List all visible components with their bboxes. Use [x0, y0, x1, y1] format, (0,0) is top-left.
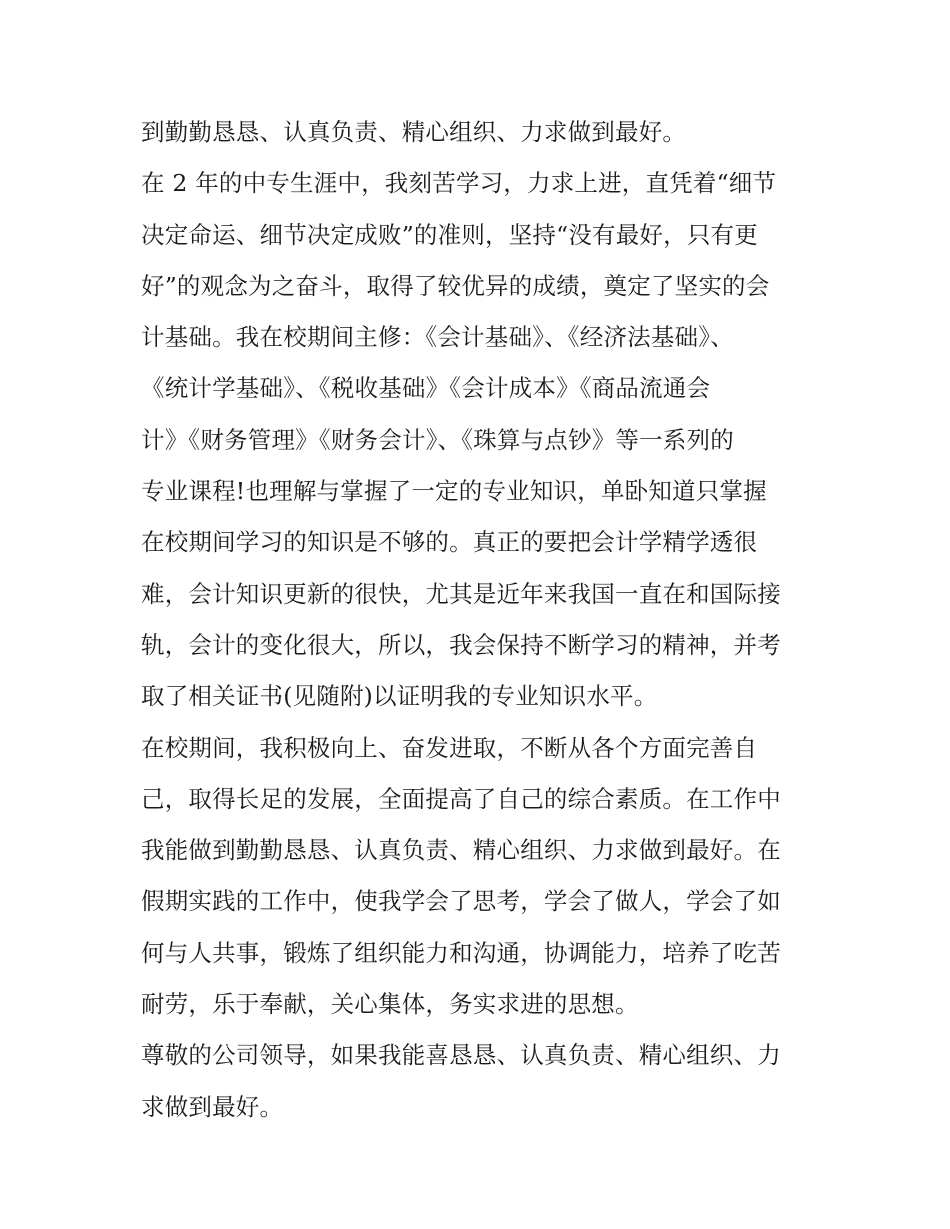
text-line: 求做到最好。: [141, 1092, 284, 1121]
text-line: 我能做到勤勤恳恳、认真负责、精心组织、力求做到最好。在: [141, 836, 781, 865]
text-line: 己，取得长足的发展，全面提高了自己的综合素质。在工作中: [141, 784, 781, 813]
text-line: 到勤勤恳恳、认真负责、精心组织、力求做到最好。: [141, 118, 687, 146]
text-line: 尊敬的公司领导，如果我能喜恳恳、认真负责、精心组织、力: [141, 1041, 781, 1070]
text-line: 难，会计知识更新的很快，尤其是近年来我国一直在和国际接: [141, 579, 781, 608]
text-line: 耐劳，乐于奉献，关心集体，务实求进的思想。: [141, 990, 639, 1019]
text-line: 何与人共事，锻炼了组织能力和沟通，协调能力，培养了吃苦: [141, 938, 781, 967]
text-line: 计》《财务管理》《财务会计》、《珠算与点钞》等一系列的: [141, 425, 734, 454]
text-line: 在 2 年的中专生涯中，我刻苦学习，力求上进，直凭着“细节: [141, 169, 777, 198]
text-line: 假期实践的工作中，使我学会了思考，学会了做人，学会了如: [141, 887, 781, 916]
text-line: 《统计学基础》、《税收基础》《会计成本》《商品流通会: [141, 374, 711, 403]
text-line: 决定命运、细节决定成败”的准则，坚持“没有最好，只有更: [141, 220, 758, 249]
text-line: 在校期间，我积极向上、奋发进取，不断从各个方面完善自: [141, 733, 758, 762]
text-line: 取了相关证书(见随附)以证明我的专业知识水平。: [141, 682, 658, 711]
text-line: 轨，会计的变化很大，所以，我会保持不断学习的精神，并考: [141, 630, 781, 659]
text-line: 好”的观念为之奋斗，取得了较优异的成绩，奠定了坚实的会: [141, 271, 770, 300]
text-line: 在校期间学习的知识是不够的。真正的要把会计学精学透很: [141, 528, 758, 557]
document-body: [141, 107, 813, 1133]
text-line: 专业课程!也理解与掌握了一定的专业知识，单卧知道只掌握: [141, 477, 767, 506]
text-line: 计基础。我在校期间主修：《会计基础》、《经济法基础》、: [141, 323, 734, 352]
